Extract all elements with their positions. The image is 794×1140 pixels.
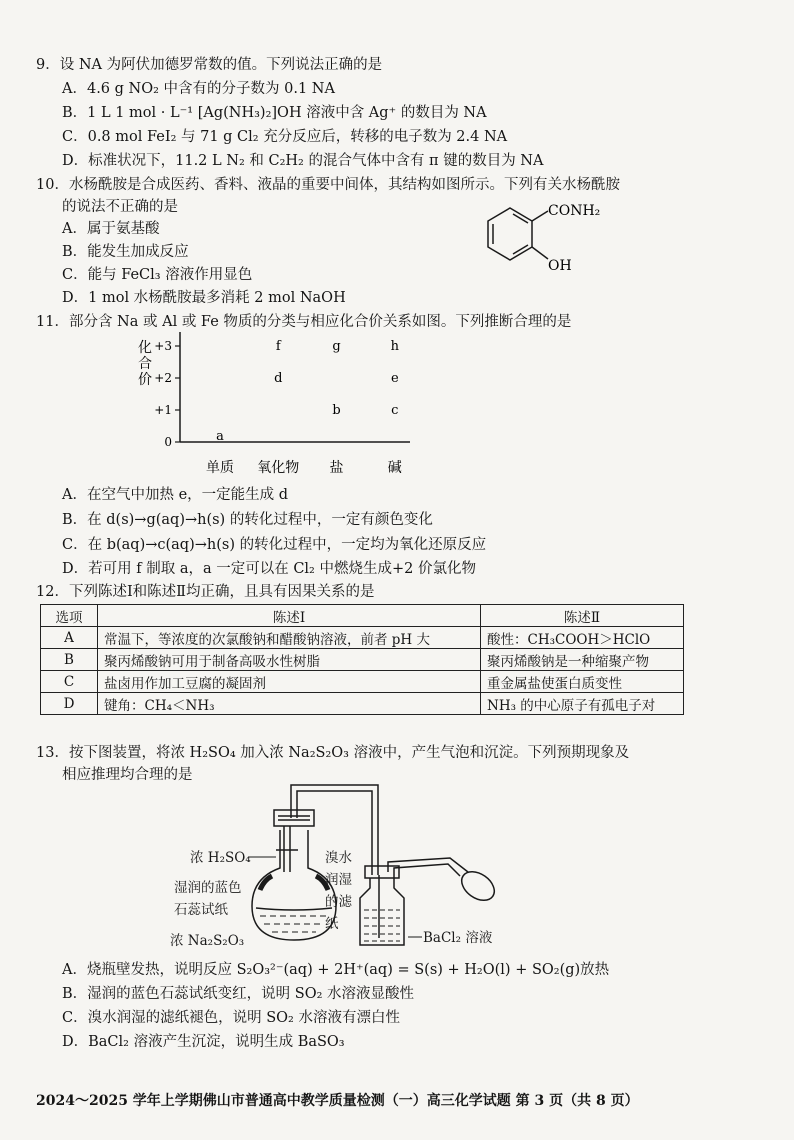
q13-option-d: D．BaCl₂ 溶液产生沉淀，说明生成 BaSO₃	[62, 1034, 345, 1050]
q10-option-d: D．1 mol 水杨酰胺最多消耗 2 mol NaOH	[62, 290, 346, 306]
q11-option-b: B．在 d(s)→g(aq)→h(s) 的转化过程中，一定有颜色变化	[62, 512, 433, 528]
table-cell: 聚丙烯酸钠可用于制备高吸水性树脂	[98, 649, 481, 671]
salicylamide-structure	[480, 200, 640, 280]
table-row	[41, 671, 684, 693]
label-thiosulfate: 浓 Na₂S₂O₃	[170, 933, 245, 949]
table-header-row	[41, 605, 684, 627]
label-bromine-2: 润湿	[325, 872, 352, 888]
y-tick-label: 0	[164, 435, 172, 449]
q10-stem: 10．水杨酰胺是合成医药、香料、液晶的重要中间体，其结构如图所示。下列有关水杨酰胺	[36, 177, 620, 193]
x-category-label: 氧化物	[257, 460, 300, 476]
table-row	[41, 693, 684, 715]
data-point-label: g	[332, 339, 341, 354]
y-tick-label: +3	[154, 339, 172, 353]
q10-stem-cont: 的说法不正确的是	[62, 199, 178, 215]
q9-option-a: A．4.6 g NO₂ 中含有的分子数为 0.1 NA	[62, 81, 335, 97]
data-point-label: c	[391, 403, 399, 418]
label-bromine-4: 纸	[325, 916, 339, 932]
label-litmus-2: 石蕊试纸	[174, 902, 228, 918]
y-tick-label: +2	[154, 371, 172, 385]
q9-option-c: C．0.8 mol FeI₂ 与 71 g Cl₂ 充分反应后，转移的电子数为 2.4 NA	[62, 129, 508, 145]
x-category-label: 单质	[206, 460, 234, 476]
table-cell: 键角：CH₄＜NH₃	[98, 693, 481, 715]
page-footer: 2024～2025 学年上学期佛山市普通高中教学质量检测（一）高三化学试题 第 3 页（共 8 页）	[36, 1093, 639, 1109]
q10-option-c: C．能与 FeCl₃ 溶液作用显色	[62, 267, 253, 283]
q11-option-a: A．在空气中加热 e，一定能生成 d	[62, 487, 289, 503]
x-category-label: 盐	[329, 460, 344, 476]
y-axis-label: 化合价	[138, 340, 152, 388]
q11-option-c: C．在 b(aq)→c(aq)→h(s) 的转化过程中，一定均为氧化还原反应	[62, 537, 487, 553]
label-litmus-1: 湿润的蓝色	[174, 880, 242, 896]
data-point-label: a	[216, 429, 224, 444]
q11-stem: 11．部分含 Na 或 Al 或 Fe 物质的分类与相应化合价关系如图。下列推断合理的是	[36, 314, 572, 330]
mol-top-label: CONH₂	[548, 203, 601, 219]
mol-bottom-label: OH	[548, 258, 572, 274]
data-point-label: b	[332, 403, 341, 418]
table-cell: A	[41, 627, 98, 649]
table-cell: 盐卤用作加工豆腐的凝固剂	[98, 671, 481, 693]
data-point-label: f	[275, 339, 281, 354]
table-row	[41, 649, 684, 671]
data-point-label: d	[274, 371, 283, 386]
q13-stem: 13．按下图装置，将浓 H₂SO₄ 加入浓 Na₂S₂O₃ 溶液中，产生气泡和沉淀。下列预期现象及	[36, 745, 630, 761]
q13-option-b: B．湿润的蓝色石蕊试纸变红，说明 SO₂ 水溶液显酸性	[62, 986, 415, 1002]
q13-option-a: A．烧瓶壁发热，说明反应 S₂O₃²⁻(aq) + 2H⁺(aq) = S(s) + H₂O(l) + SO₂(g)放热	[62, 962, 610, 978]
table-cell: C	[41, 671, 98, 693]
data-point-label: h	[390, 339, 399, 354]
x-category-label: 碱	[387, 460, 402, 476]
table-cell: NH₃ 的中心原子有孤电子对	[481, 693, 684, 715]
q9-option-d: D．标准状况下，11.2 L N₂ 和 C₂H₂ 的混合气体中含有 π 键的数目为 NA	[62, 153, 544, 169]
table-cell: B	[41, 649, 98, 671]
q10-option-b: B．能发生加成反应	[62, 244, 189, 260]
table-cell: 常温下，等浓度的次氯酸钠和醋酸钠溶液，前者 pH 大	[98, 627, 481, 649]
q10-option-a: A．属于氨基酸	[62, 221, 160, 237]
q13-option-c: C．溴水润湿的滤纸褪色，说明 SO₂ 水溶液有漂白性	[62, 1010, 400, 1026]
q13-stem-cont: 相应推理均合理的是	[62, 767, 193, 783]
label-bromine-1: 溴水	[325, 850, 352, 866]
label-bacl2: BaCl₂ 溶液	[423, 930, 493, 946]
table-header: 陈述Ⅰ	[98, 605, 481, 627]
label-acid: 浓 H₂SO₄	[190, 850, 251, 866]
table-row	[41, 627, 684, 649]
valence-chart	[120, 330, 440, 480]
table-cell: D	[41, 693, 98, 715]
q9-option-b: B．1 L 1 mol · L⁻¹ [Ag(NH₃)₂]OH 溶液中含 Ag⁺ 的数目为 NA	[62, 105, 487, 121]
q11-option-d: D．若可用 f 制取 a，a 一定可以在 Cl₂ 中燃烧生成+2 价氯化物	[62, 561, 476, 577]
q9-stem: 9．设 NA 为阿伏加德罗常数的值。下列说法正确的是	[36, 57, 383, 73]
table-cell: 酸性：CH₃COOH＞HClO	[481, 627, 684, 649]
y-tick-label: +1	[154, 403, 172, 417]
apparatus-diagram	[160, 780, 520, 950]
data-point-label: e	[390, 371, 399, 386]
table-cell: 重金属盐使蛋白质变性	[481, 671, 684, 693]
table-header: 陈述Ⅱ	[481, 605, 684, 627]
label-bromine-3: 的滤	[325, 894, 352, 910]
table-header: 选项	[41, 605, 98, 627]
q12-table	[40, 604, 684, 715]
table-cell: 聚丙烯酸钠是一种缩聚产物	[481, 649, 684, 671]
q12-stem: 12．下列陈述Ⅰ和陈述Ⅱ均正确，且具有因果关系的是	[36, 584, 375, 600]
